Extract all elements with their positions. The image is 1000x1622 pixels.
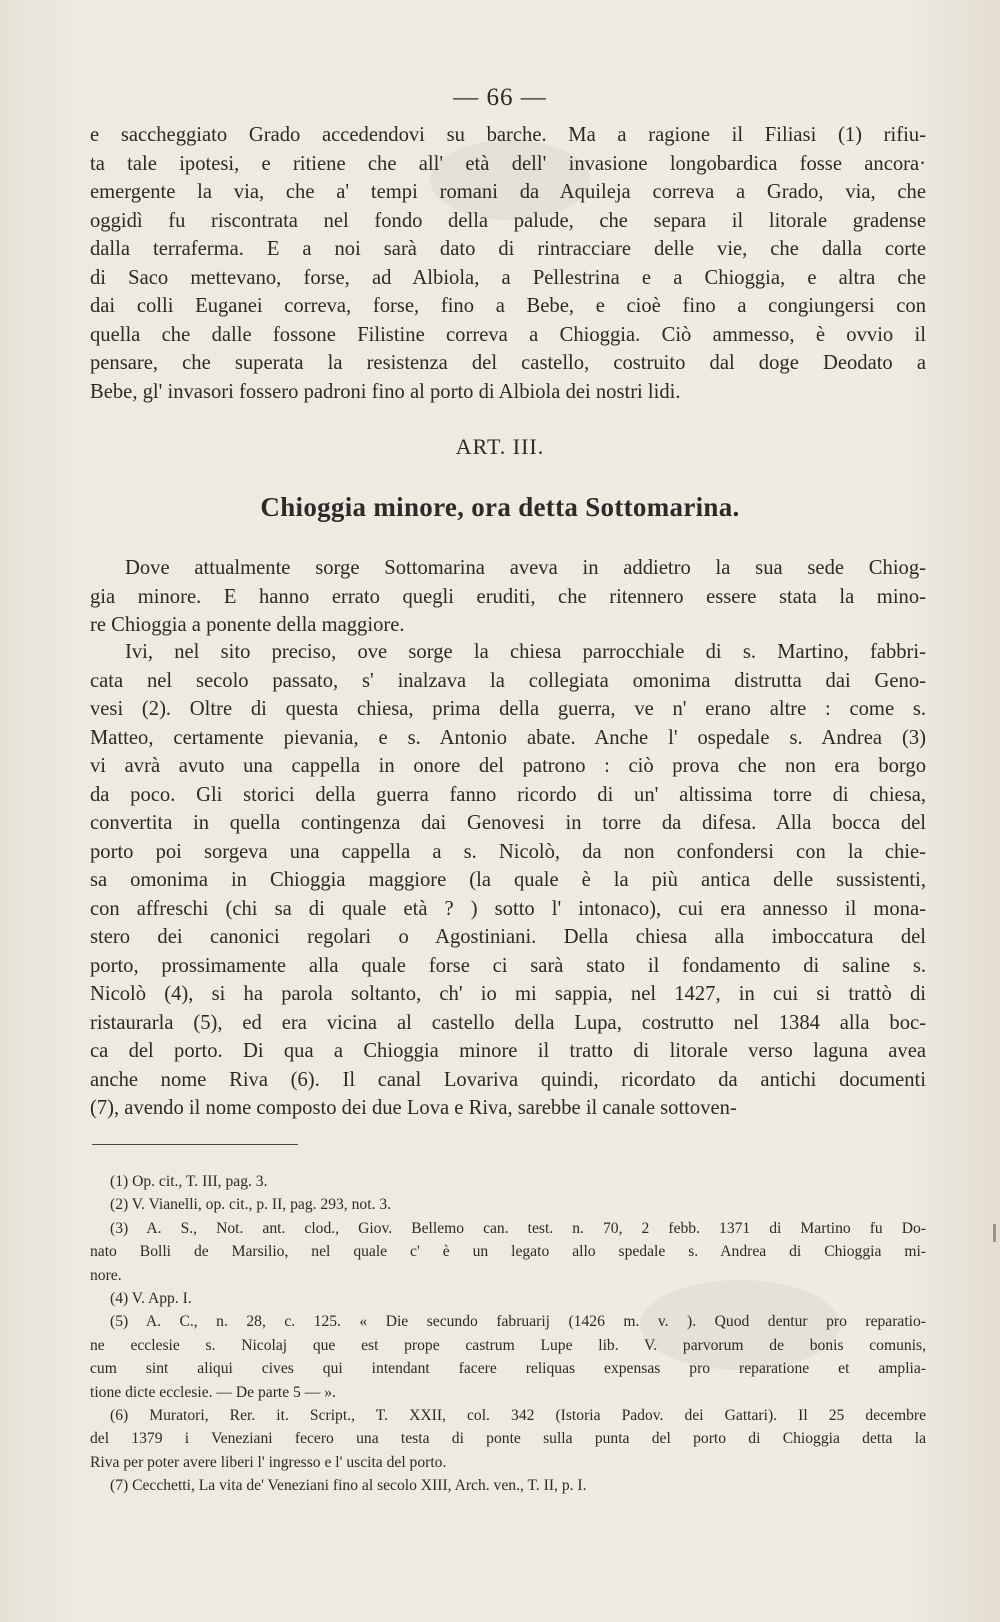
section-title: Chioggia minore, ora detta Sottomarina. (260, 492, 740, 522)
footnote-line: tione dicte ecclesie. — De parte 5 — ». (90, 1383, 336, 1401)
text-line: di Saco mettevano, forse, ad Albiola, a Pellestrina e a Chioggia, e altra che (90, 266, 926, 289)
text-line: cata nel secolo passato, s' inalzava la collegiata omonima distrutta dai Geno- (90, 669, 926, 692)
footnotes (90, 1170, 926, 1497)
text-line: stero dei canonici regolari o Agostiniani. Della chiesa alla imboccatura del (90, 926, 926, 948)
page-edge-mark (993, 1224, 996, 1242)
footnote-line: (2) V. Vianelli, op. cit., p. II, pag. 293, not. 3. (110, 1196, 392, 1214)
paragraph-1 (90, 554, 926, 640)
text-line: porto poi sorgeva una cappella a s. Nicolò, da non confondersi con la chie- (90, 840, 926, 863)
footnote-line: (4) V. App. I. (110, 1289, 192, 1307)
text-line: vesi (2). Oltre di questa chiesa, prima della guerra, ve n' erano altre : come s. (90, 698, 926, 720)
text-line: Dove attualmente sorge Sottomarina aveva in addietro la sua sede Chiog- (125, 557, 926, 579)
footnote-line: (1) Op. cit., T. III, pag. 3. (110, 1173, 268, 1190)
footnote-line: (3) A. S., Not. ant. clod., Giov. Bellemo can. test. n. 70, 2 febb. 1371 di Martino fu Do- (110, 1219, 926, 1237)
text-line: con affreschi (chi sa di quale età ? ) sotto l' intonaco), cui era annesso il mona- (90, 897, 926, 920)
footnote-line: Riva per poter avere liberi l' ingresso e l' uscita del porto. (90, 1453, 447, 1471)
footnote-line: (6) Muratori, Rer. it. Script., T. XXII, col. 342 (Istoria Padov. dei Gattari). Il 25 decembre (110, 1406, 926, 1424)
page-number: — 66 — (453, 84, 547, 111)
footnote-line: del 1379 i Veneziani fecero una testa di ponte sulla punta del porto di Chioggia detta la (90, 1430, 926, 1448)
text-line: re Chioggia a ponente della maggiore. (90, 614, 405, 636)
paragraph-2 (90, 638, 926, 1123)
text-line: convertita in quella contingenza dai Genovesi in torre da difesa. Alla bocca del (90, 812, 926, 834)
footnote-line: nore. (90, 1266, 122, 1284)
footnote-line: cum sint aliqui cives qui intendant facere reliquas expensas pro reparatione et amplia- (90, 1360, 926, 1378)
text-line: ristaurarla (5), ed era vicina al castello della Lupa, costrutto nel 1384 alla boc- (90, 1011, 926, 1034)
text-line: vi avrà avuto una cappella in onore del patrono : ciò prova che non era borgo (90, 755, 926, 777)
footnote-line: nato Bolli de Marsilio, nel quale c' è un legato allo spedale s. Andrea di Chioggia mi- (90, 1243, 926, 1261)
text-line: da poco. Gli storici della guerra fanno ricordo di un' altissima torre di chiesa, (90, 783, 926, 806)
text-line: dai colli Euganei correva, forse, fino a Bebe, e cioè fino a congiungersi con (90, 295, 926, 317)
text-line: emergente la via, che a' tempi romani da Aquileja correva a Grado, via, che (90, 181, 926, 203)
text-line: ta tale ipotesi, e ritiene che all' età dell' invasione longobardica fosse ancora· (90, 152, 926, 175)
text-line: porto, prossimamente alla quale forse ci sarà stato il fondamento di saline s. (90, 954, 926, 977)
text-line: dalla terraferma. E a noi sarà dato di rintracciare delle vie, che dalla corte (90, 238, 926, 260)
footnote-line: ne ecclesie s. Nicolaj que est prope castrum Lupe lib. V. parvorum de bonis comunis, (90, 1336, 926, 1354)
text-line: quella che dalle fossone Filistine correva a Chioggia. Ciò ammesso, è ovvio il (90, 323, 926, 346)
article-heading: ART. III. (455, 434, 545, 459)
text-line: (7), avendo il nome composto dei due Lova e Riva, sarebbe il canale sottoven- (90, 1097, 737, 1119)
text-line: pensare, che superata la resistenza del castello, costruito dal doge Deodato a (90, 352, 926, 374)
text-line: ca del porto. Di qua a Chioggia minore il tratto di litorale verso laguna avea (90, 1040, 926, 1062)
text-line: Nicolò (4), si ha parola soltanto, ch' io mi sappia, nel 1427, in cui si trattò di (90, 983, 926, 1005)
body-text-top (90, 121, 926, 406)
footnote-line: (7) Cecchetti, La vita de' Veneziani fino al secolo XIII, Arch. ven., T. II, p. I. (110, 1477, 587, 1495)
text-line: e saccheggiato Grado accedendovi su barche. Ma a ragione il Filiasi (1) rifiu- (90, 124, 926, 146)
text-line: gia minore. E hanno errato quegli eruditi, che ritennero essere stata la mino- (90, 585, 926, 608)
text-line: Matteo, certamente pievania, e s. Antonio abate. Anche l' ospedale s. Andrea (3) (90, 726, 926, 749)
footnote-line: (5) A. C., n. 28, c. 125. « Die secundo fabruarij (1426 m. v. ). Quod dentur pro reparatio- (110, 1313, 926, 1331)
text-line: Ivi, nel sito preciso, ove sorge la chiesa parrocchiale di s. Martino, fabbri- (125, 641, 926, 663)
text-line: Bebe, gl' invasori fossero padroni fino al porto di Albiola dei nostri lidi. (90, 380, 681, 403)
text-line: anche nome Riva (6). Il canal Lovariva quindi, ricordato da antichi documenti (90, 1068, 926, 1091)
footnote-rule (92, 1144, 298, 1145)
text-line: sa omonima in Chioggia maggiore (la quale è la più antica delle sussistenti, (90, 869, 926, 891)
text-line: oggidì fu riscontrata nel fondo della palude, che separa il litorale gradense (90, 209, 926, 232)
